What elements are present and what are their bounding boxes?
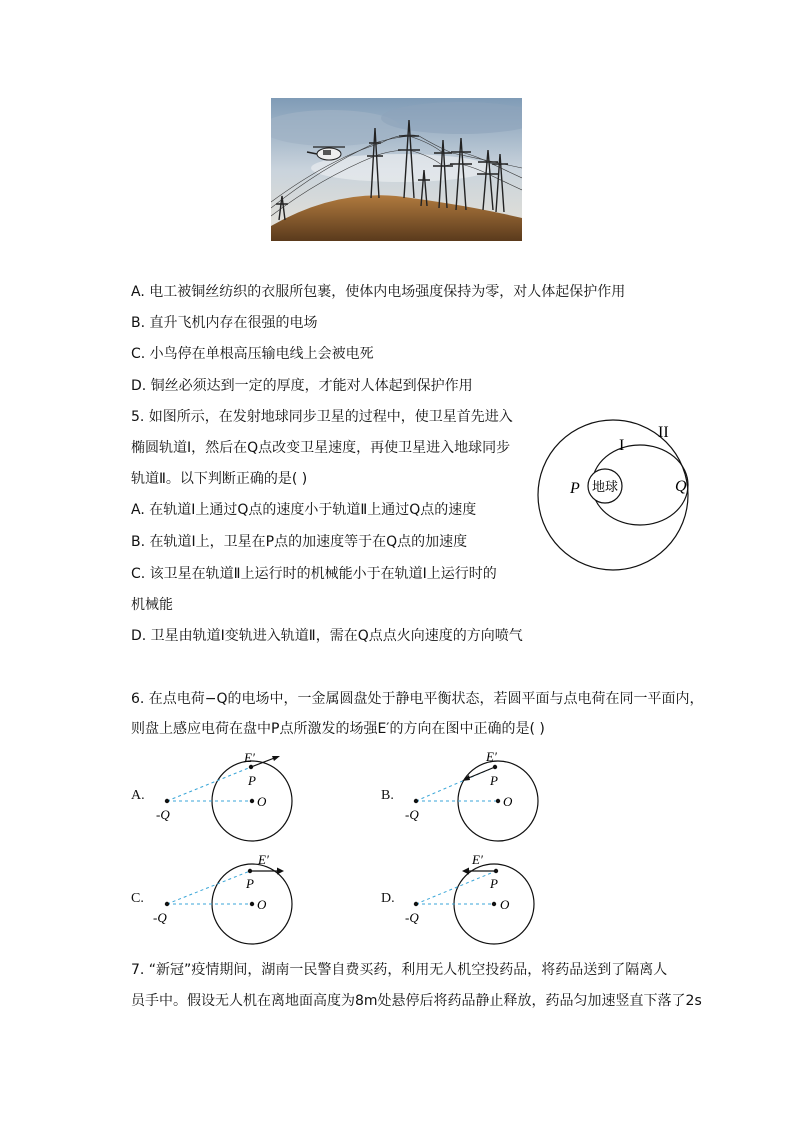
svg-text:-Q: -Q bbox=[156, 807, 170, 822]
q4-option-b: B. 直升飞机内存在很强的电场 bbox=[131, 315, 318, 331]
q4-option-c: C. 小鸟停在单根高压输电线上会被电死 bbox=[131, 346, 374, 362]
q6-option-b-label: B. bbox=[381, 788, 394, 803]
q5-option-a: A. 在轨道Ⅰ上通过Q点的速度小于轨道Ⅱ上通过Q点的速度 bbox=[131, 502, 477, 518]
q4-option-d: D. 铜丝必须达到一定的厚度，才能对人体起到保护作用 bbox=[131, 378, 473, 394]
svg-text:O: O bbox=[257, 794, 267, 809]
q5-stem-line-2: 椭圆轨道Ⅰ，然后在Q点改变卫星速度，再使卫星进入地球同步 bbox=[131, 440, 511, 456]
q6-option-a-label: A. bbox=[131, 788, 145, 803]
q6-option-d-label: D. bbox=[381, 891, 395, 906]
q6-stem-line-2: 则盘上感应电荷在盘中P点所激发的场强E′的方向在图中正确的是( ) bbox=[131, 721, 545, 737]
svg-text:-Q: -Q bbox=[405, 910, 419, 925]
point-q-label: Q bbox=[675, 478, 687, 495]
q6-figure-a bbox=[150, 745, 310, 845]
q4-option-a: A. 电工被铜丝纺织的衣服所包裹，使体内电场强度保持为零，对人体起保护作用 bbox=[131, 284, 626, 300]
q6-figure-c bbox=[150, 848, 310, 948]
q7-stem-line-1: 7. “新冠”疫情期间，湖南一民警自费买药，利用无人机空投药品，将药品送到了隔离人 bbox=[131, 962, 668, 978]
svg-text:P: P bbox=[248, 773, 256, 788]
power-towers-photo bbox=[271, 98, 522, 241]
svg-text:E′: E′ bbox=[472, 852, 483, 867]
earth-label: 地球 bbox=[591, 480, 619, 495]
svg-text:-Q: -Q bbox=[405, 807, 419, 822]
q6-stem-line-1: 6. 在点电荷−Q的电场中，一金属圆盘处于静电平衡状态，若圆平面与点电荷在同一平面内， bbox=[131, 691, 704, 707]
svg-text:P: P bbox=[246, 876, 254, 891]
q6-option-c-label: C. bbox=[131, 891, 144, 906]
svg-text:O: O bbox=[257, 897, 267, 912]
svg-text:O: O bbox=[503, 794, 513, 809]
svg-text:-Q: -Q bbox=[153, 910, 167, 925]
orbit-diagram bbox=[525, 415, 705, 575]
q5-option-b: B. 在轨道Ⅰ上，卫星在P点的加速度等于在Q点的加速度 bbox=[131, 534, 468, 550]
q5-option-d: D. 卫星由轨道Ⅰ变轨进入轨道Ⅱ，需在Q点点火向速度的方向喷气 bbox=[131, 628, 523, 644]
svg-text:O: O bbox=[500, 897, 510, 912]
svg-text:E′: E′ bbox=[244, 750, 255, 765]
q5-stem-line-1: 5. 如图所示，在发射地球同步卫星的过程中，使卫星首先进入 bbox=[131, 409, 513, 425]
svg-text:P: P bbox=[490, 773, 498, 788]
svg-text:E′: E′ bbox=[486, 749, 497, 764]
q5-stem-line-3: 轨道Ⅱ。以下判断正确的是( ) bbox=[131, 471, 308, 487]
q5-option-c-cont: 机械能 bbox=[131, 597, 173, 613]
q6-figure-d bbox=[402, 848, 562, 948]
q7-stem-line-2: 员手中。假设无人机在离地面高度为8m处悬停后将药品静止释放，药品匀加速竖直下落了2s bbox=[131, 993, 702, 1009]
q5-option-c: C. 该卫星在轨道Ⅱ上运行时的机械能小于在轨道Ⅰ上运行时的 bbox=[131, 566, 497, 582]
svg-text:P: P bbox=[490, 876, 498, 891]
svg-text:E′: E′ bbox=[258, 852, 269, 867]
q6-figure-b bbox=[402, 745, 562, 845]
point-p-label: P bbox=[570, 480, 580, 497]
orbit-i-label: I bbox=[619, 437, 625, 454]
orbit-ii-label: II bbox=[658, 424, 669, 441]
